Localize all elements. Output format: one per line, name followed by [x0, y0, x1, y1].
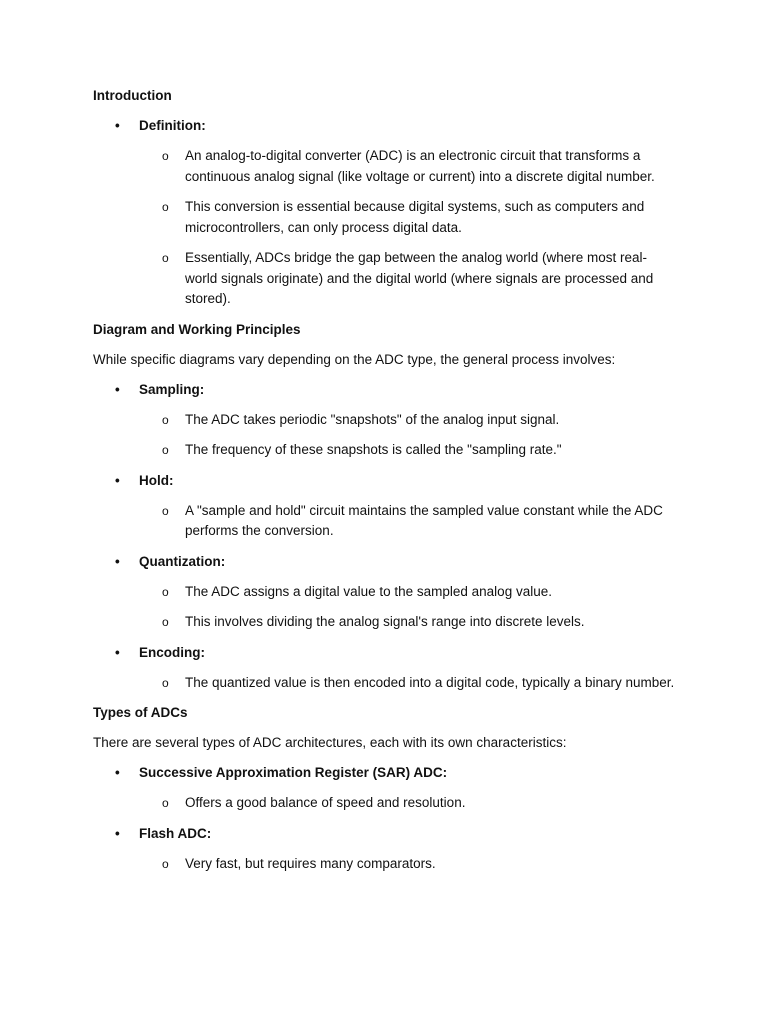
- sub-marker: o: [162, 675, 169, 690]
- sub-marker: o: [162, 503, 169, 518]
- bullet-marker: •: [115, 553, 120, 569]
- sub-item-text: The frequency of these snapshots is called the "sampling rate.": [185, 442, 562, 457]
- sub-item-text: The ADC assigns a digital value to the sampled analog value.: [185, 583, 552, 599]
- bullet-marker: •: [115, 118, 120, 133]
- sub-item: [93, 410, 678, 431]
- bullet-sar: [93, 763, 678, 783]
- sub-item-text: Offers a good balance of speed and resolution.: [185, 795, 466, 810]
- bullet-flash: [93, 824, 678, 844]
- diagram-intro: While specific diagrams vary depending on the ADC type, the general process involves:: [93, 351, 616, 367]
- sub-marker: o: [162, 251, 169, 265]
- bullet-marker: •: [115, 825, 120, 841]
- sub-marker: o: [162, 200, 169, 214]
- sub-item: [93, 612, 678, 633]
- bullet-label: Sampling:: [139, 381, 205, 397]
- sub-item: [93, 440, 678, 461]
- heading-introduction: Introduction: [93, 88, 172, 103]
- sub-item-text: The ADC takes periodic "snapshots" of the analog input signal.: [185, 411, 560, 427]
- sub-item-text: An analog-to-digital converter (ADC) is an electronic circuit that transforms a continuous analog signal (like voltage or current) into a discrete digital number.: [185, 148, 655, 184]
- bullet-sampling: [93, 380, 678, 400]
- bullet-label: Successive Approximation Register (SAR) ADC:: [139, 765, 448, 780]
- sub-marker: o: [162, 856, 169, 871]
- sub-marker: o: [162, 412, 169, 427]
- bullet-label: Flash ADC:: [139, 825, 212, 841]
- bullet-label: Encoding:: [139, 644, 205, 660]
- bullet-quantization: [93, 552, 678, 572]
- bullet-marker: •: [115, 644, 120, 660]
- heading-types: Types of ADCs: [93, 705, 188, 720]
- bullet-label: Quantization:: [139, 553, 226, 569]
- sub-item: [93, 146, 678, 187]
- sub-item: [93, 248, 678, 310]
- heading-diagram: Diagram and Working Principles: [93, 321, 301, 337]
- sub-item-text: Very fast, but requires many comparators.: [185, 855, 436, 871]
- sub-marker: o: [162, 796, 169, 810]
- document-page: [93, 86, 678, 884]
- sub-item-text: This conversion is essential because digital systems, such as computers and microcontrollers, can only process digital data.: [185, 199, 645, 235]
- bullet-marker: •: [115, 472, 120, 488]
- sub-marker: o: [162, 584, 169, 599]
- sub-item: [93, 197, 678, 238]
- bullet-marker: •: [115, 765, 120, 780]
- sub-item-text: This involves dividing the analog signal's range into discrete levels.: [185, 614, 585, 629]
- bullet-marker: •: [115, 381, 120, 397]
- bullet-definition: [93, 116, 678, 136]
- sub-item: [93, 854, 678, 875]
- sub-item: [93, 673, 678, 694]
- types-intro: There are several types of ADC architectures, each with its own characteristics:: [93, 735, 567, 750]
- sub-marker: o: [162, 443, 169, 457]
- sub-marker: o: [162, 615, 169, 629]
- sub-item-text: The quantized value is then encoded into a digital code, typically a binary number.: [185, 674, 675, 690]
- bullet-label: Hold:: [139, 472, 174, 488]
- bullet-encoding: [93, 643, 678, 663]
- sub-item-text: A "sample and hold" circuit maintains the sampled value constant while the ADC performs the conversion.: [185, 502, 663, 538]
- sub-item: [93, 501, 678, 542]
- sub-item-text: Essentially, ADCs bridge the gap between the analog world (where most real-world signals originate) and the digital world (where signals are processed and stored).: [185, 250, 654, 306]
- bullet-hold: [93, 471, 678, 491]
- bullet-label: Definition:: [139, 118, 206, 133]
- sub-marker: o: [162, 149, 169, 163]
- sub-item: [93, 582, 678, 603]
- sub-item: [93, 793, 678, 814]
